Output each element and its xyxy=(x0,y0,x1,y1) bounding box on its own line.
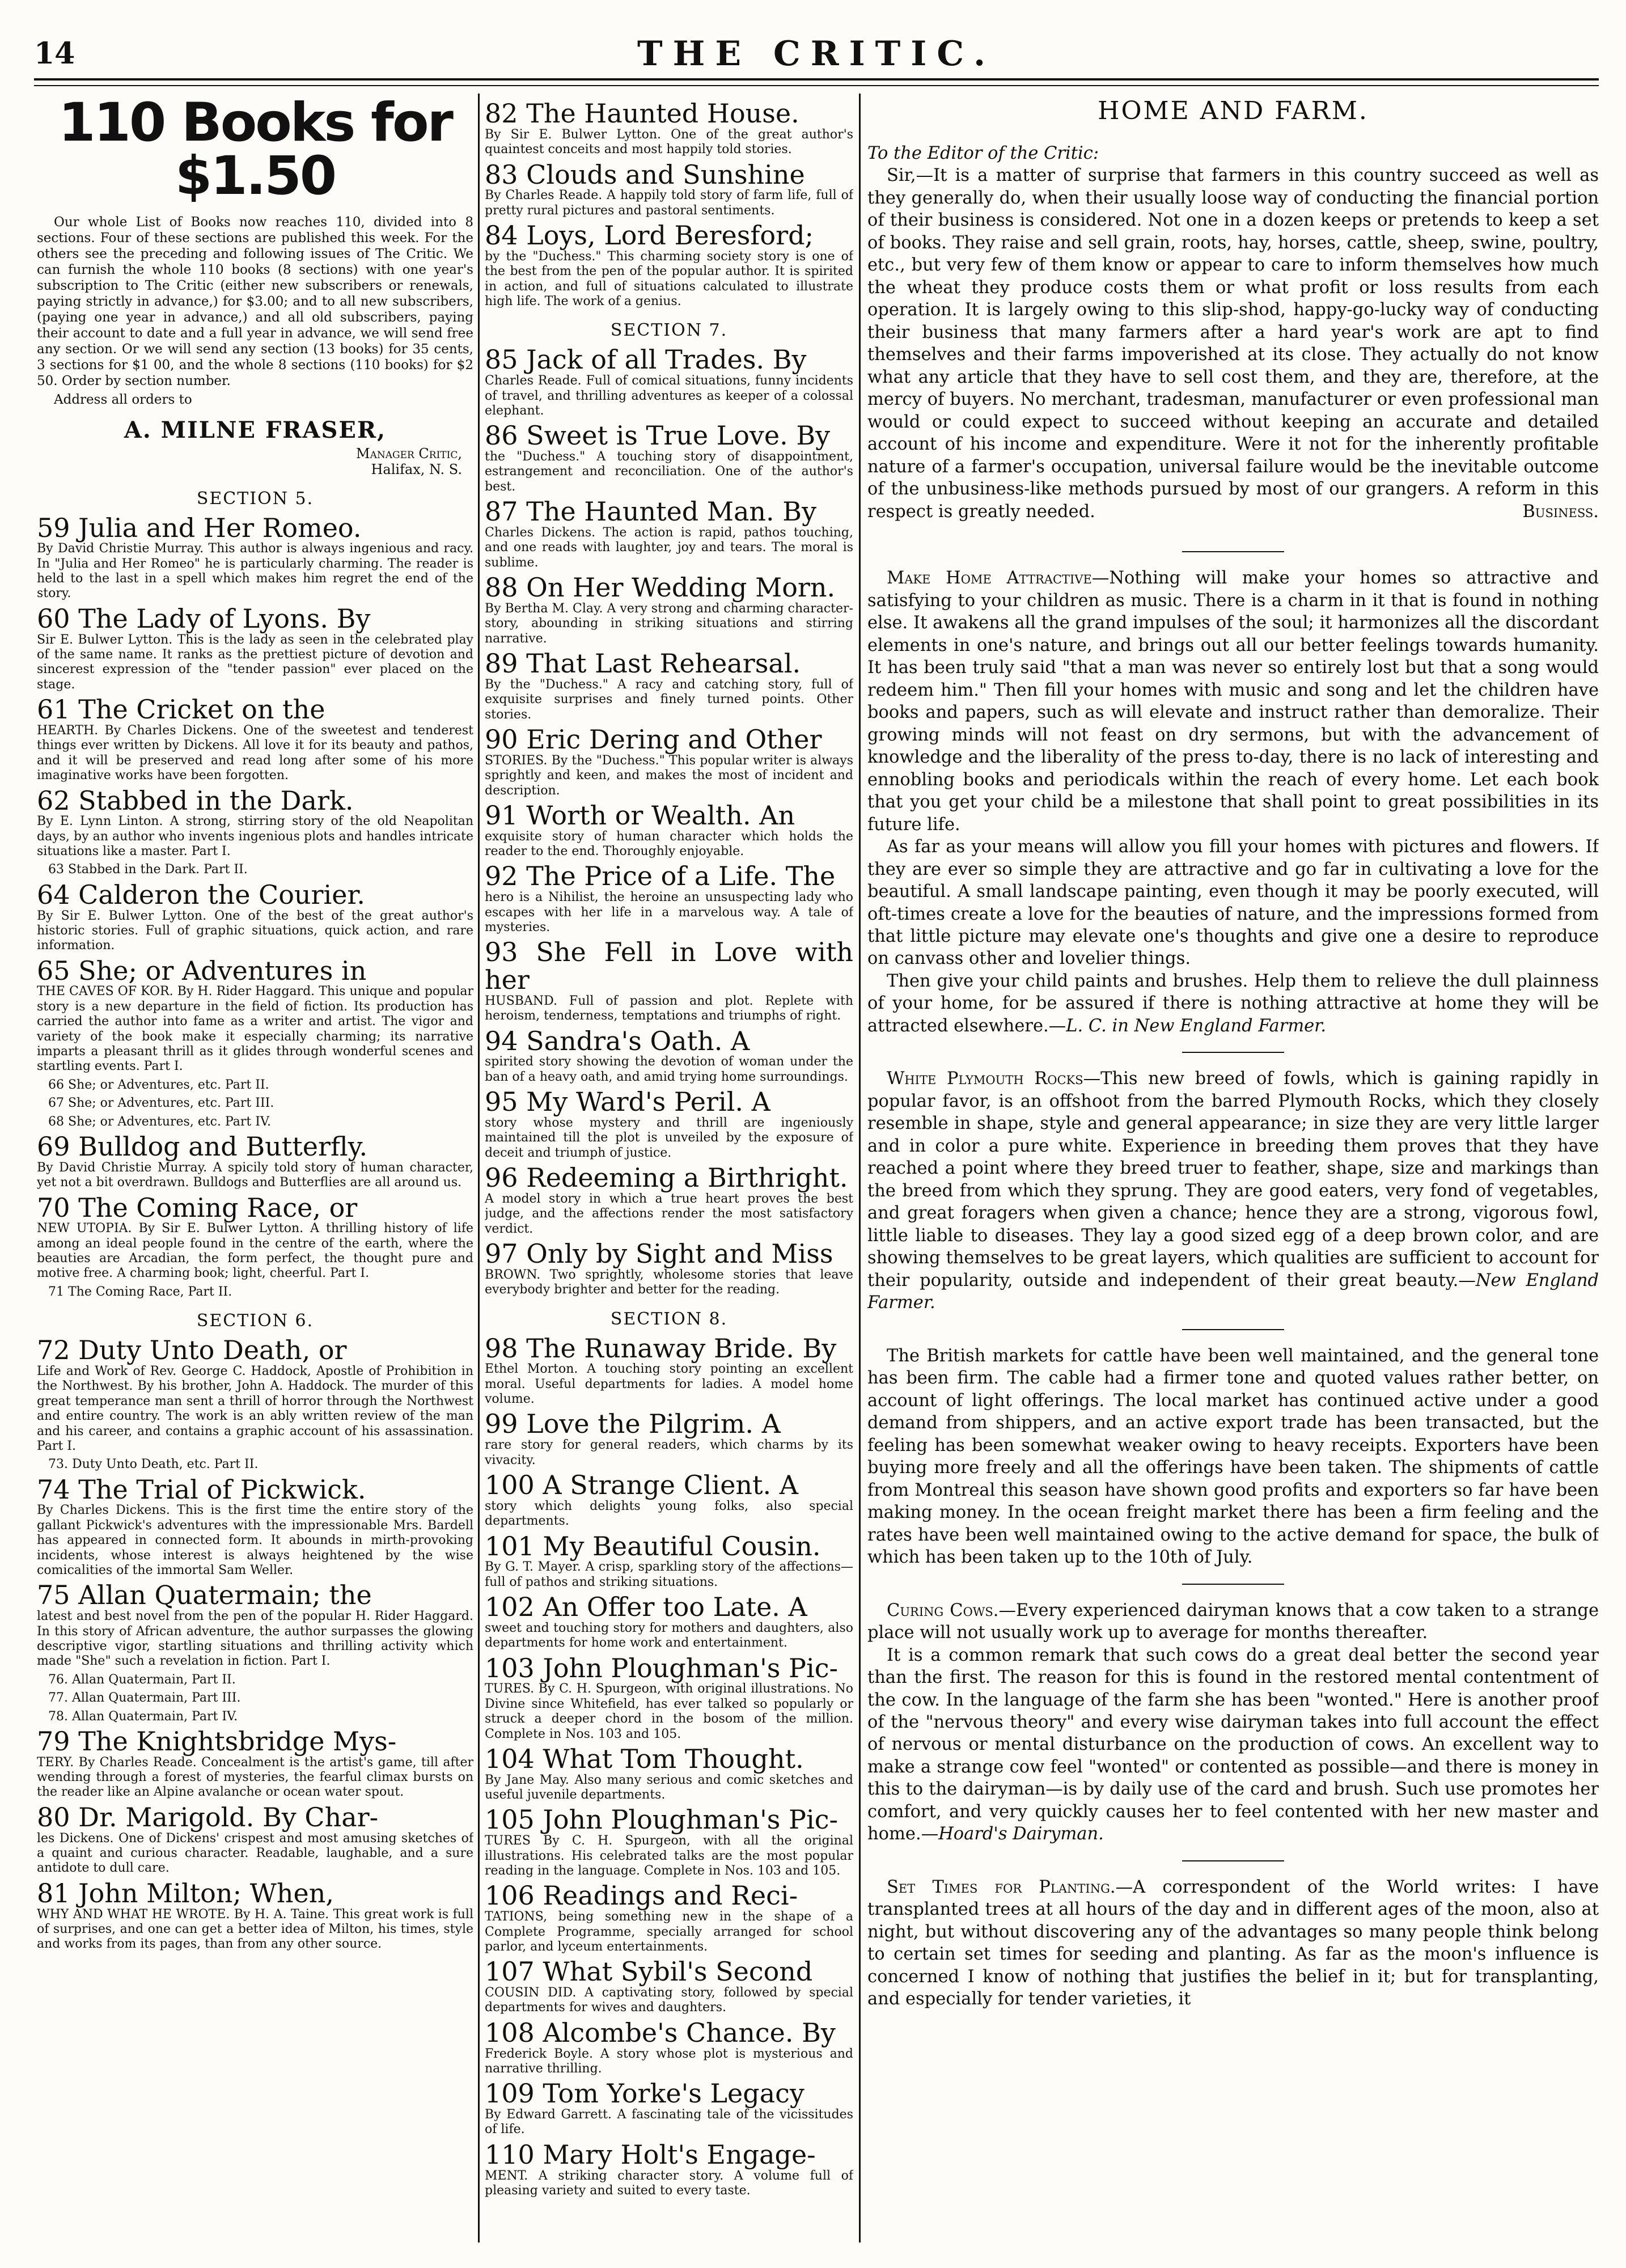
book-title: 100 A Strange Client. A xyxy=(485,1470,799,1500)
book-entry xyxy=(37,1285,473,1300)
book-entry xyxy=(37,1877,473,1952)
article-paragraph xyxy=(867,1068,1599,1314)
article-lead: Make Home Attractive xyxy=(887,568,1092,589)
article-lead: Set Times for Planting. xyxy=(887,1877,1116,1897)
book-description: STORIES. By the "Duchess." This popular writer is always sprightly and keen, and makes the most of incident and description. xyxy=(485,753,853,798)
salutation: To the Editor of the Critic: xyxy=(867,143,1099,163)
book-part: 67 She; or Adventures, etc. Part III. xyxy=(48,1096,274,1111)
book-title: 81 John Milton; When, xyxy=(37,1877,334,1909)
book-description: Ethel Morton. A touching story pointing an excellent moral. Useful departments for ladies. A model home volume. xyxy=(485,1362,853,1407)
book-title: 99 Love the Pilgrim. A xyxy=(485,1408,781,1440)
book-part: 73. Duty Unto Death, etc. Part II. xyxy=(48,1457,259,1472)
book-title: 106 Readings and Reci- xyxy=(485,1880,798,1911)
book-title: 80 Dr. Marigold. By Char- xyxy=(37,1801,379,1833)
article-source: —Hoard's Dairyman. xyxy=(921,1824,1104,1844)
article-paragraph xyxy=(867,1600,1599,1644)
book-description: story whose mystery and thrill are ingeniously maintained till the plot is unveiled by the exposure of deceit and triumph of justice. xyxy=(485,1115,853,1160)
book-title: 89 That Last Rehearsal. xyxy=(485,648,801,679)
publisher-name: A. MILNE FRASER, xyxy=(124,416,387,443)
separator xyxy=(1182,551,1284,552)
book-title: 92 The Price of a Life. The xyxy=(485,861,836,892)
book-title: 95 My Ward's Peril. A xyxy=(485,1086,770,1118)
book-description: WHY AND WHAT HE WROTE. By H. A. Taine. This great work is full of surprises, and one can get a better idea of Milton, his times, style and works from its pages, than from any other source. xyxy=(37,1907,473,1952)
article-paragraph: The British markets for cattle have been well maintained, and the general tone has been firm. The cable had a firmer tone and quoted values rather better, on account of light offerings. The local market has continued active under a good demand from shippers, and an active export trade has been transacted, but the feeling has been somewhat weaker owing to heavy receipts. Exporters have been buying more freely and all the offerings have been taken. The shipments of cattle from Montreal this season have shown good profits and exporters so far have been making money. In the ocean freight market there has been a firm feeling and the rates have been well maintained owing to the active demand for space, the bulk of which has been taken up to the 10th of July. xyxy=(867,1345,1599,1568)
book-entry xyxy=(37,1581,473,1669)
book-entry xyxy=(37,605,473,692)
book-part: 76. Allan Quatermain, Part II. xyxy=(48,1672,236,1687)
book-description: BROWN. Two sprightly, wholesome stories that leave everybody brighter and better for the reading. xyxy=(485,1267,853,1297)
book-title: 90 Eric Dering and Other xyxy=(485,723,822,755)
book-title: 69 Bulldog and Butterfly. xyxy=(37,1131,368,1162)
book-description: HEARTH. By Charles Dickens. One of the sweetest and tenderest things ever written by Dickens. All love it for its beauty and pathos, and it will be preserved and read long after some of his more imaginative works have been forgotten. xyxy=(37,723,473,783)
book-description: By David Christie Murray. A spicily told story of human character, yet not a bit overdrawn. Bulldogs and Butterflies are all around us. xyxy=(37,1160,473,1190)
book-entry xyxy=(37,1133,473,1191)
letter-text: Sir,—It is a matter of surprise that farmers in this country succeed as well as they generally do, when their usually loose way of conducting the financial portion of their business is considered. Not one in a dozen keeps or pretends to keep a set of books. They raise and sell grain, roots, hay, horses, cattle, sheep, swine, poultry, etc., but very few of them know or appear to care to inform themselves how much the wheat they produce costs them or what profit or loss results from each operation. It is largely owing to this slip-shod, happy-go-lucky way of conducting their business that many farmers after a hard year's work are apt to find themselves and their farms impoverished at its close. They actually do not know what any article that they have to sell cost them, and they are, therefore, at the mercy of buyers. No merchant, tradesman, manufacturer or even professional man would or could expect to succeed without keeping an accurate and detailed account of his income and expenditure. Were it not for the inherently profitable nature of a farmer's occupation, universal failure would be the inevitable outcome of the unbusiness-like methods pursued by most of our grangers. A reform in this respect is greatly needed. xyxy=(867,166,1599,522)
book-description: By Charles Dickens. This is the first time the entire story of the gallant Pickwick's adventures with the impressionable Mrs. Bardell has appeared in connected form. It abounds in mirth-provoking incidents, whose interest is always heightened by the wise comicalities of the immortal Sam Weller. xyxy=(37,1503,473,1578)
book-description: spirited story showing the devotion of woman under the ban of a heavy oath, and amid trying home surroundings. xyxy=(485,1055,853,1084)
article-lead: Curing Cows. xyxy=(887,1600,999,1620)
book-list xyxy=(485,346,853,1297)
book-description: by the "Duchess." This charming society story is one of the best from the pen of the popular author. It is spirited in action, and full of situations calculated to illustrate high life. The work of a genius. xyxy=(485,249,853,308)
book-entry xyxy=(485,1530,853,1590)
book-description: By G. T. Mayer. A crisp, sparkling story of the affections—full of pathos and striking situations. xyxy=(485,1560,853,1589)
book-description: MENT. A striking character story. A volume full of pleasing variety and suited to every taste. xyxy=(485,2168,853,2198)
column-home-and-farm xyxy=(867,96,1599,2251)
book-entry xyxy=(37,514,473,602)
book-description: By Edward Garrett. A fascinating tale of the vicissitudes of life. xyxy=(485,2108,853,2137)
book-title: 83 Clouds and Sunshine xyxy=(485,159,805,190)
book-entry xyxy=(485,1332,853,1407)
book-entry xyxy=(37,1336,473,1454)
book-description: By Sir E. Bulwer Lytton. One of the great author's quaintest conceits and most happily told stories. xyxy=(485,127,853,157)
book-entry xyxy=(485,1806,853,1878)
book-description: exquisite story of human character which holds the reader to the end. Thoroughly enjoyable. xyxy=(485,829,853,859)
column-books-left xyxy=(37,96,473,2251)
book-entry xyxy=(37,1691,473,1706)
book-description: By E. Lynn Linton. A strong, stirring story of the old Neapolitan days, by an author who invents ingenious plots and handles intricate situations like a master. Part I. xyxy=(37,814,473,859)
book-entry xyxy=(37,1673,473,1687)
separator xyxy=(1182,1329,1284,1330)
article-source: —L. C. in New England Farmer. xyxy=(1048,1015,1327,1036)
article-paragraph: As far as your means will allow you fill your homes with pictures and flowers. If they are ever so simple they are attractive and go far in cultivating a love for the beautiful. A small landscape painting, even though it may be poorly executed, will oft-times create a love for the beauties of nature, and the impressions formed from that little picture may elevate one's thoughts and give one a desire to reproduce on canvass other and lovelier things. xyxy=(867,837,1599,969)
book-description: latest and best novel from the pen of the popular H. Rider Haggard. In this story of African adventure, the author surpasses the glowing descriptive vigor, startling situations and thrilling activity which made "She" such a revelation in fiction. Part I. xyxy=(37,1609,473,1669)
article-source: —New England Farmer. xyxy=(867,1270,1599,1313)
column-divider xyxy=(859,94,861,2242)
address-line: Address all orders to xyxy=(54,392,192,407)
book-entry xyxy=(485,574,853,646)
book-entry xyxy=(485,723,853,798)
book-description: By Sir E. Bulwer Lytton. One of the best of the great author's historic stories. Full of graphic situations, quick action, and rare information. xyxy=(37,908,473,953)
book-title: 103 John Ploughman's Pic- xyxy=(485,1652,838,1683)
book-entry xyxy=(485,100,853,158)
book-entry xyxy=(485,2141,853,2199)
book-entry xyxy=(37,696,473,783)
book-entry xyxy=(485,1958,853,2016)
article-text: It is a common remark that such cows do a great deal better the second year than the first. The reason for this is found in the restored mental contentment of the cow. In the language of the farm she has been "wonted." Here is another proof of the "nervous theory" and every wise dairyman takes into full account the effect of nervous or mental disturbance on the production of cows. An excellent way to make a strange cow feel "wonted" or contented as possible—and there is money in this to the dairyman—is by daily use of the card and brush. Such use promotes her comfort, and very quickly causes her to feel contented with her new master and home. xyxy=(867,1645,1599,1844)
book-title: 62 Stabbed in the Dark. xyxy=(37,785,354,816)
header-rule-thin xyxy=(34,85,1599,86)
location: Halifax, N. S. xyxy=(371,461,462,477)
section-title: HOME AND FARM. xyxy=(1098,96,1369,125)
book-title: 104 What Tom Thought. xyxy=(485,1743,804,1774)
section-heading: SECTION 8. xyxy=(610,1309,728,1329)
book-entry xyxy=(485,346,853,418)
book-description: HUSBAND. Full of passion and plot. Replete with heroism, tenderness, temptations and triumphs of right. xyxy=(485,993,853,1023)
article-text: —Every experienced dairyman knows that a cow taken to a strange place will not usually work up to average for months thereafter. xyxy=(867,1600,1599,1643)
article-paragraph xyxy=(867,1876,1599,2011)
book-entry xyxy=(37,1725,473,1800)
book-description: A model story in which a true heart proves the best judge, and the affections render the most satisfactory verdict. xyxy=(485,1191,853,1236)
book-list xyxy=(485,1332,853,2199)
book-part: 77. Allan Quatermain, Part III. xyxy=(48,1691,241,1706)
book-description: COUSIN DID. A captivating story, followed by special departments for wives and daughters. xyxy=(485,1986,853,2015)
book-part: 68 She; or Adventures, etc. Part IV. xyxy=(48,1114,271,1129)
book-title: 107 What Sybil's Second xyxy=(485,1956,813,1987)
book-list xyxy=(485,100,853,309)
book-entry xyxy=(485,161,853,219)
book-description: rare story for general readers, which charms by its vivacity. xyxy=(485,1438,853,1467)
book-description: By David Christie Murray. This author is always ingenious and racy. In "Julia and Her Romeo" he is particularly charming. The reader is held to the last in a spell which makes him regret the end of the story. xyxy=(37,541,473,601)
book-entry xyxy=(485,1164,853,1237)
book-description: hero is a Nihilist, the heroine an unsuspecting lady who escapes with her life in a marvelous way. A tale of mysteries. xyxy=(485,890,853,934)
book-title: 105 John Ploughman's Pic- xyxy=(485,1804,838,1835)
book-description: TURES. By C. H. Spurgeon, with original illustrations. No Divine since Whitefield, has ever talked so popularly or struck a deeper chord in the bosom of the million. Complete in Nos. 103 and 105. xyxy=(485,1682,853,1741)
book-title: 86 Sweet is True Love. By xyxy=(485,420,831,451)
book-title: 85 Jack of all Trades. By xyxy=(485,344,807,375)
book-title: 93 She Fell in Love with her xyxy=(485,937,853,996)
book-title: 79 The Knightsbridge Mys- xyxy=(37,1725,397,1757)
book-entry xyxy=(37,881,473,954)
book-title: 65 She; or Adventures in xyxy=(37,955,367,986)
book-title: 87 The Haunted Man. By xyxy=(485,496,817,527)
book-description: TERY. By Charles Reade. Concealment is the artist's game, till after wending through a forest of mysteries, the fearful climax bursts on the reader like an Alpine avalanche or ocean water spout. xyxy=(37,1755,473,1800)
book-title: 108 Alcombe's Chance. By xyxy=(485,2017,836,2048)
book-description: By Jane May. Also many serious and comic sketches and useful juvenile departments. xyxy=(485,1772,853,1802)
book-entry xyxy=(485,938,853,1023)
article-paragraph xyxy=(867,164,1599,523)
book-entry xyxy=(485,1882,853,1954)
book-entry xyxy=(485,1410,853,1468)
book-title: 84 Loys, Lord Beresford; xyxy=(485,220,814,251)
book-title: 82 The Haunted House. xyxy=(485,98,799,129)
book-entry xyxy=(37,1457,473,1472)
book-entry xyxy=(485,2019,853,2077)
book-title: 75 Allan Quatermain; the xyxy=(37,1580,372,1611)
ad-headline: 110 Books for $1.50 xyxy=(58,96,452,207)
book-entry xyxy=(485,862,853,935)
book-entry xyxy=(485,222,853,309)
book-entry xyxy=(37,1710,473,1724)
book-entry xyxy=(485,799,853,860)
book-title: 96 Redeeming a Birthright. xyxy=(485,1162,848,1194)
book-entry xyxy=(485,1593,853,1651)
book-entry xyxy=(485,498,853,570)
book-title: 59 Julia and Her Romeo. xyxy=(37,512,362,543)
book-list xyxy=(37,514,473,1300)
book-description: THE CAVES OF KOR. By H. Rider Haggard. This unique and popular story is a new departure in the field of fiction. Its production has carried the author into fame as a writer and artist. The vigor and variety of the book make it especially charming; its narrative imparts a pleasant thrill as it glides through wonderful scenes and startling events. Part I. xyxy=(37,984,473,1074)
ad-text: Our whole List of Books now reaches 110, divided into 8 sections. Four of these sections are published this week. For the others see the preceding and following issues of The Critic. We can furnish the whole 110 books (8 sections) with one year's subscription to The Critic (either new subscribers or renewals, paying strictly in advance,) for $3.00; and to all new subscribers, (paying one year in advance,) and all old subscribers, paying their account to date and a full year in advance, we will send free any section. Or we will send any section (13 books) for 35 cents, 3 sections for $1 00, and the whole 8 sections (110 books) for $2 50. Order by section number. xyxy=(37,215,473,389)
book-part: 71 The Coming Race, Part II. xyxy=(48,1284,232,1299)
article-text: —This new breed of fowls, which is gaining rapidly in popular favor, is an offshoot from the barred Plymouth Rocks, which they closely resemble in shape, style and general appearance; in size they are very little larger and in color a pure white. Experience in breeding them proves that they have reached a point where they breed truer to feather, shape, size and markings than the breed from which they sprung. They are good eaters, very fond of vegetables, and great foragers when given a chance; hence they are a strong, vigorous fowl, little liable to diseases. They lay a good sized egg of a deep brown color, and are showing themselves to be great layers, which qualities are sufficient to account for their popularity, outside and independent of their great beauty. xyxy=(867,1069,1599,1290)
book-description: les Dickens. One of Dickens' crispest and most amusing sketches of a quaint and curious character. Readable, laughable, and a sure antidote to dull care. xyxy=(37,1831,473,1876)
book-description: sweet and touching story for mothers and daughters, also departments for home work and entertainment. xyxy=(485,1620,853,1651)
book-entry xyxy=(37,862,473,877)
book-entry xyxy=(485,1240,853,1298)
article-paragraph xyxy=(867,1644,1599,1846)
book-title: 97 Only by Sight and Miss xyxy=(485,1238,833,1270)
book-part: 63 Stabbed in the Dark. Part II. xyxy=(48,862,248,877)
book-entry xyxy=(485,2080,853,2138)
book-description: NEW UTOPIA. By Sir E. Bulwer Lytton. A thrilling history of life among an ideal people found in the centre of the earth, where the beauties are Arcadian, the form perfect, the thought pure and motive free. A charming book; light, cheerful. Part I. xyxy=(37,1221,473,1281)
book-entry xyxy=(485,650,853,722)
book-title: 94 Sandra's Oath. A xyxy=(485,1025,750,1056)
book-entry xyxy=(37,1194,473,1281)
book-title: 61 The Cricket on the xyxy=(37,694,325,725)
article-text: —Nothing will make your homes so attractive and satisfying to your children as music. There is a charm in it that is found in nothing else. It awakens all the grand impulses of the soul; it harmonizes all the discordant elements in one's nature, and brings out all our better feelings towards humanity. It has been truly said "that a man was never so entirely lost but that a song would redeem him." Then fill your homes with music and song and let the children have books and papers, such as will elevate and instruct rather than demoralize. Their growing minds will not feast on dry sermons, but with the advancement of knowledge and the liberality of the press to-day, there is no lack of interesting and ennobling books and periodicals within the reach of every home. Let each book that you get your child be a milestone that shall point to great possibilities in its future life. xyxy=(867,568,1599,835)
letter-signature: Business. xyxy=(1522,501,1599,522)
book-description: Charles Reade. Full of comical situations, funny incidents of travel, and thrilling adventures as keeper of a colossal elephant. xyxy=(485,374,853,418)
book-title: 72 Duty Unto Death, or xyxy=(37,1335,347,1366)
book-entry xyxy=(37,1476,473,1579)
book-entry xyxy=(37,1115,473,1129)
book-title: 64 Calderon the Courier. xyxy=(37,879,366,910)
book-title: 109 Tom Yorke's Legacy xyxy=(485,2078,804,2109)
book-description: By Bertha M. Clay. A very strong and charming character-story, abounding in striking situations and stirring narrative. xyxy=(485,601,853,646)
page-header xyxy=(34,34,1599,74)
book-title: 70 The Coming Race, or xyxy=(37,1192,358,1223)
book-description: By Charles Reade. A happily told story of farm life, full of pretty rural pictures and pastoral sentiments. xyxy=(485,188,853,218)
book-title: 74 The Trial of Pickwick. xyxy=(37,1474,366,1505)
book-entry xyxy=(37,1801,473,1876)
header-rule xyxy=(34,78,1599,81)
book-entry xyxy=(37,1096,473,1111)
book-description: Charles Dickens. The action is rapid, pathos touching, and one reads with laughter, joy and tears. The moral is sublime. xyxy=(485,525,853,570)
column-books-middle xyxy=(485,96,853,2251)
book-description: Life and Work of Rev. George C. Haddock, Apostle of Prohibition in the Northwest. By his brother, John A. Haddock. The murder of this great temperance man sent a thrill of horror through the Northwest and entire country. The work is an ably written review of the man and his career, and contains a graphic account of his assassination. Part I. xyxy=(37,1364,473,1453)
book-part: 78. Allan Quatermain, Part IV. xyxy=(48,1709,238,1724)
article-paragraph xyxy=(867,970,1599,1037)
section-heading: SECTION 7. xyxy=(610,320,728,341)
book-description: story which delights young folks, also special departments. xyxy=(485,1499,853,1529)
book-entry xyxy=(485,422,853,494)
book-entry xyxy=(485,1745,853,1803)
book-description: the "Duchess." A touching story of disappointment, estrangement and reconciliation. One of the author's best. xyxy=(485,450,853,494)
manager-title: Manager Critic, xyxy=(356,445,462,462)
book-list xyxy=(37,1336,473,1952)
book-description: TURES By C. H. Spurgeon, with all the original illustrations. His celebrated talks are the most popular reading in the language. Complete in Nos. 103 and 105. xyxy=(485,1834,853,1878)
column-divider xyxy=(478,94,480,2242)
book-entry xyxy=(37,787,473,860)
masthead: THE CRITIC. xyxy=(637,34,996,74)
section-heading: SECTION 6. xyxy=(196,1311,314,1331)
book-title: 102 An Offer too Late. A xyxy=(485,1592,807,1623)
book-entry xyxy=(485,1652,853,1742)
book-title: 101 My Beautiful Cousin. xyxy=(485,1530,821,1562)
book-description: Sir E. Bulwer Lytton. This is the lady as seen in the celebrated play of the same name. It ranks as the prettiest picture of devotion and sincerest expression of the "tender passion" ever placed on the stage. xyxy=(37,632,473,692)
book-entry xyxy=(485,1027,853,1085)
separator xyxy=(1182,1584,1284,1585)
book-title: 88 On Her Wedding Morn. xyxy=(485,572,836,603)
article-text: —A correspondent of the World writes: I have transplanted trees at all hours of the day and in different ages of the moon, also at night, but without discovering any of the advantages so many people think belong to certain set times for seeding and planting. As far as the moon's influence is concerned I know of nothing that justifies the belief in it; but for transplanting, and especially for tender varieties, it xyxy=(867,1877,1599,2009)
book-entry xyxy=(485,1088,853,1161)
book-entry xyxy=(485,1471,853,1529)
article-lead: White Plymouth Rocks xyxy=(887,1069,1083,1089)
book-entry xyxy=(37,957,473,1074)
book-title: 98 The Runaway Bride. By xyxy=(485,1332,837,1364)
book-description: TATIONS, being something new in the shape of a Complete Programme, specially arranged for school parlor, and lyceum entertainments. xyxy=(485,1910,853,1954)
book-entry xyxy=(37,1078,473,1093)
book-title: 91 Worth or Wealth. An xyxy=(485,799,795,831)
book-title: 60 The Lady of Lyons. By xyxy=(37,603,371,634)
book-part: 66 She; or Adventures, etc. Part II. xyxy=(48,1077,269,1092)
section-heading: SECTION 5. xyxy=(196,488,314,509)
book-description: By the "Duchess." A racy and catching story, full of exquisite surprises and finely turned points. Other stories. xyxy=(485,677,853,722)
book-description: Frederick Boyle. A story whose plot is mysterious and narrative thrilling. xyxy=(485,2046,853,2076)
page-number: 14 xyxy=(34,36,75,71)
article-paragraph xyxy=(867,567,1599,836)
article-text: Then give your child paints and brushes. Help them to relieve the dull plainness of your home, for be assured if there is nothing attractive at home they will be attracted elsewhere. xyxy=(867,971,1599,1036)
separator xyxy=(1182,1052,1284,1053)
separator xyxy=(1182,1860,1284,1861)
book-title: 110 Mary Holt's Engage- xyxy=(485,2139,816,2170)
